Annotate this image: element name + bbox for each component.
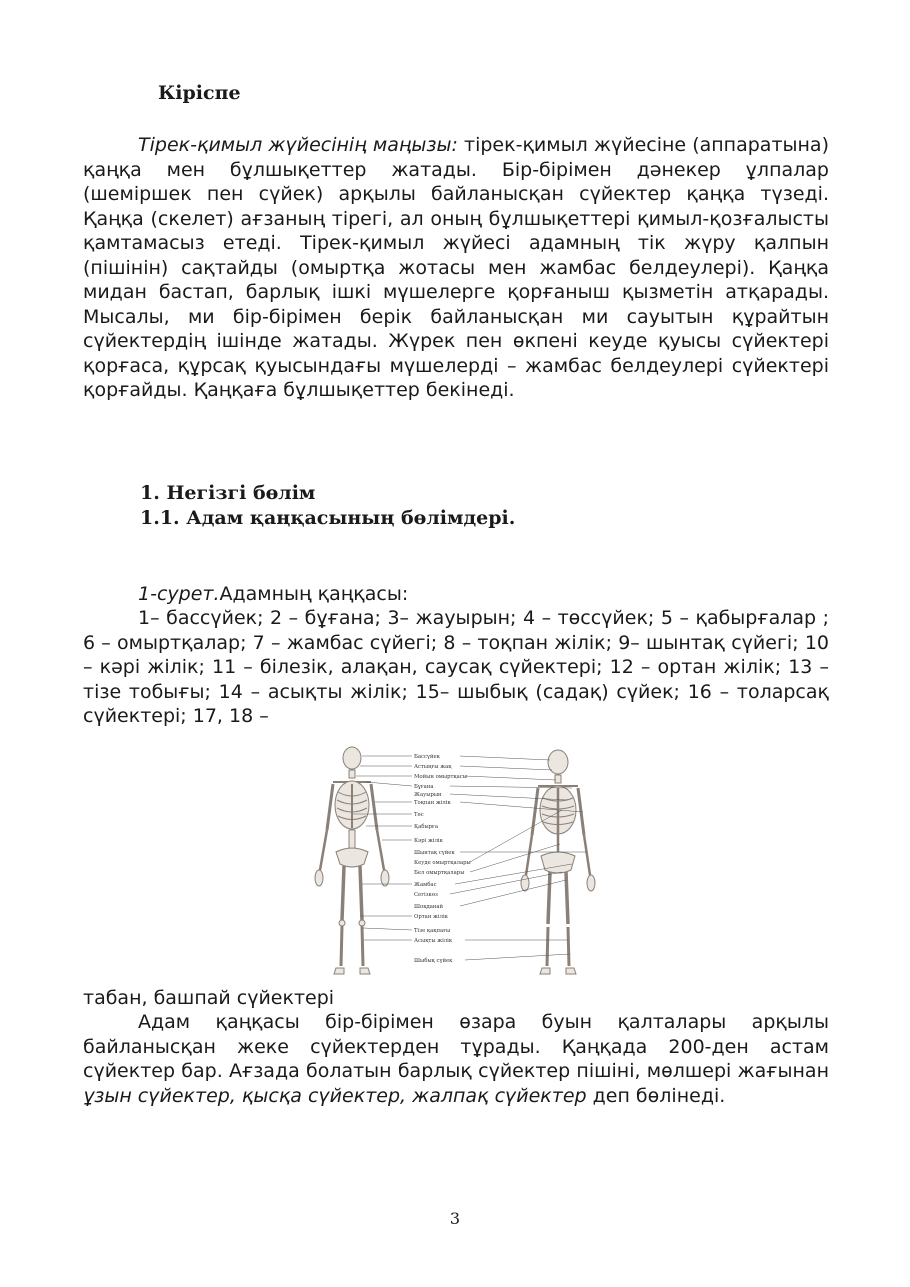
figure-label: 1-сурет. bbox=[138, 583, 220, 605]
figure-label-16: Тізе қақпағы bbox=[414, 928, 451, 934]
figure-label-7: Қабырға bbox=[414, 824, 438, 830]
figure-legend-text: 1– бассүйек; 2 – бұғана; 3– жауырын; 4 – төссүйек; 5 – қабырғалар ; 6 – омыртқалар; 7 – жамбас сүйегі; 8 – тоқпан жілік; 9– шынтақ сүйегі; 10 – кәрі жілік; 11 – білезік, алақан, саусақ сүйектері; 12 – ортан жілік; 13 – тізе тобығы; 14 – асықты жілік; 15– шыбық (садақ) сүйек; 16 – толарсақ сүйектері; 17, 18 – bbox=[83, 607, 829, 727]
figure-label-8: Кәрі жілік bbox=[414, 838, 443, 844]
figure-label-1: Астыңғы жақ bbox=[414, 764, 452, 770]
figure-label-11: Бел омыртқалары bbox=[414, 870, 465, 876]
page-number: 3 bbox=[449, 1209, 461, 1228]
figure-label-2: Мойын омыртқасы bbox=[414, 774, 467, 780]
skeleton-figure bbox=[300, 740, 600, 980]
figure-label-18: Шыбық сүйек bbox=[414, 958, 453, 964]
figure-legend bbox=[83, 606, 829, 729]
intro-text: тірек-қимыл жүйесіне (аппаратына) қаңқа мен бұлшықеттер жатады. Бір-бірімен дәнекер ұлпалар (шеміршек пен сүйек) арқылы байланысқан сүйектер қаңқа түзеді. Қаңқа (скелет) ағзаның тірегі, ал оның бұлшықеттері қимыл-қозғалысты қамтамасыз етеді. Тірек-қимыл жүйесі адамның тік жүру қалпын (пішінін) сақтайды (омыртқа жотасы мен жамбас белдеулері). Қаңқа мидан бастап, барлық ішкі мүшелерге қорғаныш қызметін атқарады. Мысалы, ми бір-бірімен берік байланысқан ми сауытын құрайтын сүйектердің ішінде жатады. Жүрек пен өкпені кеуде қуысы сүйектері қорғаса, құрсақ қуысындағы мүшелерді – жамбас белдеулері сүйектері қорғайды. Қаңқаға бұлшықеттер бекінеді. bbox=[83, 134, 829, 401]
figure-label-12: Жамбас bbox=[414, 882, 437, 888]
intro-paragraph bbox=[83, 133, 829, 403]
figure-label-15: Ортан жілік bbox=[414, 914, 448, 920]
figure-label-6: Төс bbox=[414, 812, 424, 818]
body-emphasis: ұзын сүйектер, қысқа сүйектер, жалпақ сүйектер bbox=[83, 1084, 587, 1107]
body-text-post: деп бөлінеді. bbox=[586, 1084, 726, 1107]
intro-heading: Кіріспе bbox=[158, 82, 241, 104]
figure-label-14: Шоқданай bbox=[414, 904, 444, 910]
figure-label-4: Жауырын bbox=[414, 792, 442, 798]
figure-label-3: Бұғана bbox=[414, 784, 434, 790]
figure-label-0: Бассүйек bbox=[414, 754, 440, 760]
figure-caption-title bbox=[83, 582, 829, 607]
figure-label-17: Асықты жілік bbox=[414, 938, 453, 944]
figure-legend-end: табан, башпай сүйектері bbox=[83, 987, 335, 1009]
figure-title: Адамның қаңқасы: bbox=[219, 583, 409, 605]
body-paragraph bbox=[83, 1010, 829, 1108]
figure-label-13: Сегізкөз bbox=[414, 892, 438, 898]
back-skeleton bbox=[521, 750, 595, 974]
subsection-heading: 1.1. Адам қаңқасының бөлімдері. bbox=[140, 507, 516, 529]
figure-label-10: Кеуде омыртқалары bbox=[414, 860, 471, 866]
body-text-pre: Адам қаңқасы бір-бірімен өзара буын қалталары арқылы байланысқан жеке сүйектерден тұрады. Қаңқада 200-ден астам сүйектер бар. Ағзада болатын барлық сүйектер пішіні, мөлшері жағынан bbox=[83, 1011, 829, 1082]
figure-label-5: Тоқпан жілік bbox=[414, 800, 451, 806]
section-heading: 1. Негізгі бөлім bbox=[140, 482, 316, 504]
intro-term: Тірек-қимыл жүйесінің маңызы: bbox=[138, 134, 458, 156]
figure-label-9: Шынтақ сүйек bbox=[414, 850, 455, 856]
skeleton-illustration bbox=[300, 740, 600, 980]
